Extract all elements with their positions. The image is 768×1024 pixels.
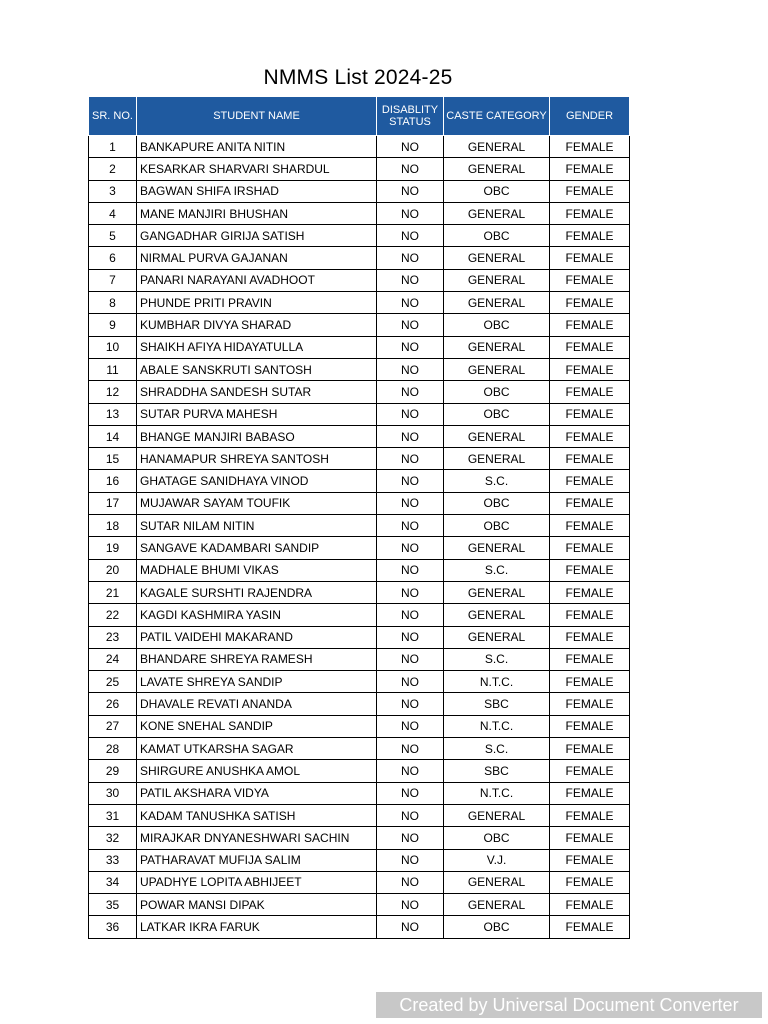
disability-status-cell: NO [377,269,444,291]
gender-cell: FEMALE [550,314,630,336]
disability-status-cell: NO [377,715,444,737]
disability-status-cell: NO [377,158,444,180]
gender-cell: FEMALE [550,849,630,871]
student-name-cell: SANGAVE KADAMBARI SANDIP [137,537,377,559]
student-name-cell: HANAMAPUR SHREYA SANTOSH [137,448,377,470]
caste-category-cell: GENERAL [444,581,550,603]
table-row [89,448,630,470]
disability-status-cell: NO [377,738,444,760]
caste-category-cell: GENERAL [444,871,550,893]
gender-cell: FEMALE [550,247,630,269]
gender-cell: FEMALE [550,715,630,737]
gender-cell: FEMALE [550,292,630,314]
header-gender: GENDER [550,97,630,136]
sr-no-cell: 6 [89,247,137,269]
gender-cell: FEMALE [550,626,630,648]
student-name-cell: SHIRGURE ANUSHKA AMOL [137,760,377,782]
caste-category-cell: S.C. [444,648,550,670]
sr-no-cell: 29 [89,760,137,782]
sr-no-cell: 15 [89,448,137,470]
sr-no-cell: 5 [89,225,137,247]
table-row [89,804,630,826]
gender-cell: FEMALE [550,269,630,291]
header-sr-no: SR. NO. [89,97,137,136]
table-body [89,136,630,939]
sr-no-cell: 24 [89,648,137,670]
table-row [89,425,630,447]
table-row [89,314,630,336]
sr-no-cell: 32 [89,827,137,849]
disability-status-cell: NO [377,693,444,715]
disability-status-cell: NO [377,782,444,804]
caste-category-cell: S.C. [444,559,550,581]
caste-category-cell: OBC [444,180,550,202]
student-name-cell: POWAR MANSI DIPAK [137,894,377,916]
student-name-cell: SUTAR NILAM NITIN [137,515,377,537]
caste-category-cell: N.T.C. [444,671,550,693]
gender-cell: FEMALE [550,381,630,403]
caste-category-cell: OBC [444,225,550,247]
student-name-cell: BHANDARE SHREYA RAMESH [137,648,377,670]
sr-no-cell: 3 [89,180,137,202]
table-row [89,671,630,693]
sr-no-cell: 31 [89,804,137,826]
student-name-cell: BANKAPURE ANITA NITIN [137,136,377,158]
student-name-cell: BAGWAN SHIFA IRSHAD [137,180,377,202]
student-name-cell: LATKAR IKRA FARUK [137,916,377,938]
sr-no-cell: 2 [89,158,137,180]
caste-category-cell: SBC [444,760,550,782]
sr-no-cell: 1 [89,136,137,158]
table-row [89,648,630,670]
table-row [89,492,630,514]
table-row [89,158,630,180]
sr-no-cell: 12 [89,381,137,403]
sr-no-cell: 10 [89,336,137,358]
caste-category-cell: SBC [444,693,550,715]
caste-category-cell: OBC [444,492,550,514]
disability-status-cell: NO [377,626,444,648]
table-row [89,470,630,492]
gender-cell: FEMALE [550,782,630,804]
student-name-cell: MANE MANJIRI BHUSHAN [137,202,377,224]
student-name-cell: BHANGE MANJIRI BABASO [137,425,377,447]
sr-no-cell: 30 [89,782,137,804]
disability-status-cell: NO [377,492,444,514]
disability-status-cell: NO [377,537,444,559]
table-row [89,225,630,247]
student-name-cell: KAMAT UTKARSHA SAGAR [137,738,377,760]
student-name-cell: PANARI NARAYANI AVADHOOT [137,269,377,291]
sr-no-cell: 19 [89,537,137,559]
table-row [89,269,630,291]
student-name-cell: PATIL VAIDEHI MAKARAND [137,626,377,648]
caste-category-cell: GENERAL [444,358,550,380]
caste-category-cell: GENERAL [444,269,550,291]
student-name-cell: PATIL AKSHARA VIDYA [137,782,377,804]
disability-status-cell: NO [377,425,444,447]
caste-category-cell: GENERAL [444,336,550,358]
caste-category-cell: GENERAL [444,604,550,626]
table-row [89,180,630,202]
table-row [89,537,630,559]
sr-no-cell: 8 [89,292,137,314]
disability-status-cell: NO [377,871,444,893]
sr-no-cell: 17 [89,492,137,514]
disability-status-cell: NO [377,760,444,782]
table-row [89,581,630,603]
gender-cell: FEMALE [550,225,630,247]
caste-category-cell: N.T.C. [444,782,550,804]
table-row [89,202,630,224]
gender-cell: FEMALE [550,202,630,224]
gender-cell: FEMALE [550,871,630,893]
gender-cell: FEMALE [550,827,630,849]
disability-status-cell: NO [377,804,444,826]
sr-no-cell: 35 [89,894,137,916]
caste-category-cell: GENERAL [444,136,550,158]
caste-category-cell: GENERAL [444,804,550,826]
sr-no-cell: 9 [89,314,137,336]
caste-category-cell: OBC [444,403,550,425]
table-row [89,358,630,380]
caste-category-cell: OBC [444,314,550,336]
gender-cell: FEMALE [550,358,630,380]
table-row [89,894,630,916]
table-row [89,849,630,871]
table-row [89,136,630,158]
student-name-cell: KESARKAR SHARVARI SHARDUL [137,158,377,180]
table-row [89,738,630,760]
table-row [89,381,630,403]
disability-status-cell: NO [377,403,444,425]
student-name-cell: NIRMAL PURVA GAJANAN [137,247,377,269]
gender-cell: FEMALE [550,804,630,826]
caste-category-cell: OBC [444,827,550,849]
table-row [89,916,630,938]
gender-cell: FEMALE [550,158,630,180]
table-row [89,871,630,893]
disability-status-cell: NO [377,648,444,670]
caste-category-cell: S.C. [444,738,550,760]
sr-no-cell: 34 [89,871,137,893]
student-name-cell: LAVATE SHREYA SANDIP [137,671,377,693]
sr-no-cell: 23 [89,626,137,648]
caste-category-cell: GENERAL [444,158,550,180]
caste-category-cell: S.C. [444,470,550,492]
sr-no-cell: 27 [89,715,137,737]
sr-no-cell: 18 [89,515,137,537]
sr-no-cell: 7 [89,269,137,291]
student-name-cell: UPADHYE LOPITA ABHIJEET [137,871,377,893]
caste-category-cell: GENERAL [444,425,550,447]
table-row [89,604,630,626]
gender-cell: FEMALE [550,336,630,358]
disability-status-cell: NO [377,849,444,871]
disability-status-cell: NO [377,225,444,247]
sr-no-cell: 33 [89,849,137,871]
watermark: Created by Universal Document Converter [376,992,762,1018]
student-name-cell: GHATAGE SANIDHAYA VINOD [137,470,377,492]
table-row [89,782,630,804]
student-name-cell: ABALE SANSKRUTI SANTOSH [137,358,377,380]
disability-status-cell: NO [377,604,444,626]
caste-category-cell: GENERAL [444,894,550,916]
caste-category-cell: GENERAL [444,537,550,559]
disability-status-cell: NO [377,358,444,380]
sr-no-cell: 26 [89,693,137,715]
caste-category-cell: V.J. [444,849,550,871]
disability-status-cell: NO [377,671,444,693]
table-row [89,515,630,537]
table-row [89,403,630,425]
sr-no-cell: 20 [89,559,137,581]
table-row [89,760,630,782]
caste-category-cell: OBC [444,515,550,537]
disability-status-cell: NO [377,894,444,916]
student-name-cell: KADAM TANUSHKA SATISH [137,804,377,826]
table-row [89,715,630,737]
table-row [89,693,630,715]
student-name-cell: SHAIKH AFIYA HIDAYATULLA [137,336,377,358]
caste-category-cell: GENERAL [444,247,550,269]
caste-category-cell: GENERAL [444,448,550,470]
student-name-cell: PATHARAVAT MUFIJA SALIM [137,849,377,871]
student-name-cell: DHAVALE REVATI ANANDA [137,693,377,715]
sr-no-cell: 16 [89,470,137,492]
student-name-cell: MIRAJKAR DNYANESHWARI SACHIN [137,827,377,849]
gender-cell: FEMALE [550,648,630,670]
gender-cell: FEMALE [550,537,630,559]
gender-cell: FEMALE [550,671,630,693]
disability-status-cell: NO [377,314,444,336]
gender-cell: FEMALE [550,894,630,916]
disability-status-cell: NO [377,515,444,537]
disability-status-cell: NO [377,470,444,492]
student-name-cell: KUMBHAR DIVYA SHARAD [137,314,377,336]
caste-category-cell: GENERAL [444,202,550,224]
disability-status-cell: NO [377,448,444,470]
header-row [89,97,630,136]
gender-cell: FEMALE [550,470,630,492]
student-name-cell: KAGALE SURSHTI RAJENDRA [137,581,377,603]
gender-cell: FEMALE [550,738,630,760]
header-disability-line1: DISABLITY [381,104,439,116]
gender-cell: FEMALE [550,403,630,425]
gender-cell: FEMALE [550,492,630,514]
sr-no-cell: 14 [89,425,137,447]
gender-cell: FEMALE [550,448,630,470]
disability-status-cell: NO [377,559,444,581]
caste-category-cell: OBC [444,916,550,938]
gender-cell: FEMALE [550,693,630,715]
sr-no-cell: 13 [89,403,137,425]
sr-no-cell: 22 [89,604,137,626]
table-row [89,336,630,358]
table-row [89,827,630,849]
sr-no-cell: 25 [89,671,137,693]
gender-cell: FEMALE [550,760,630,782]
gender-cell: FEMALE [550,136,630,158]
gender-cell: FEMALE [550,515,630,537]
table-row [89,247,630,269]
sr-no-cell: 4 [89,202,137,224]
gender-cell: FEMALE [550,916,630,938]
sr-no-cell: 11 [89,358,137,380]
student-name-cell: SUTAR PURVA MAHESH [137,403,377,425]
disability-status-cell: NO [377,136,444,158]
header-caste-category: CASTE CATEGORY [444,97,550,136]
caste-category-cell: GENERAL [444,626,550,648]
table-header [89,97,630,136]
caste-category-cell: OBC [444,381,550,403]
student-name-cell: PHUNDE PRITI PRAVIN [137,292,377,314]
table-row [89,626,630,648]
gender-cell: FEMALE [550,180,630,202]
gender-cell: FEMALE [550,559,630,581]
disability-status-cell: NO [377,336,444,358]
student-name-cell: MUJAWAR SAYAM TOUFIK [137,492,377,514]
page-title: NMMS List 2024-25 [263,66,453,89]
disability-status-cell: NO [377,202,444,224]
disability-status-cell: NO [377,381,444,403]
student-name-cell: GANGADHAR GIRIJA SATISH [137,225,377,247]
header-disability-status [377,97,444,136]
table-row [89,292,630,314]
disability-status-cell: NO [377,916,444,938]
caste-category-cell: GENERAL [444,292,550,314]
gender-cell: FEMALE [550,604,630,626]
student-name-cell: KAGDI KASHMIRA YASIN [137,604,377,626]
student-list-table [88,96,630,939]
sr-no-cell: 28 [89,738,137,760]
caste-category-cell: N.T.C. [444,715,550,737]
table-row [89,559,630,581]
student-name-cell: KONE SNEHAL SANDIP [137,715,377,737]
disability-status-cell: NO [377,247,444,269]
gender-cell: FEMALE [550,425,630,447]
disability-status-cell: NO [377,581,444,603]
student-name-cell: MADHALE BHUMI VIKAS [137,559,377,581]
disability-status-cell: NO [377,180,444,202]
sr-no-cell: 36 [89,916,137,938]
header-student-name: STUDENT NAME [137,97,377,136]
disability-status-cell: NO [377,827,444,849]
disability-status-cell: NO [377,292,444,314]
sr-no-cell: 21 [89,581,137,603]
gender-cell: FEMALE [550,581,630,603]
student-name-cell: SHRADDHA SANDESH SUTAR [137,381,377,403]
header-disability-line2: STATUS [389,116,431,128]
